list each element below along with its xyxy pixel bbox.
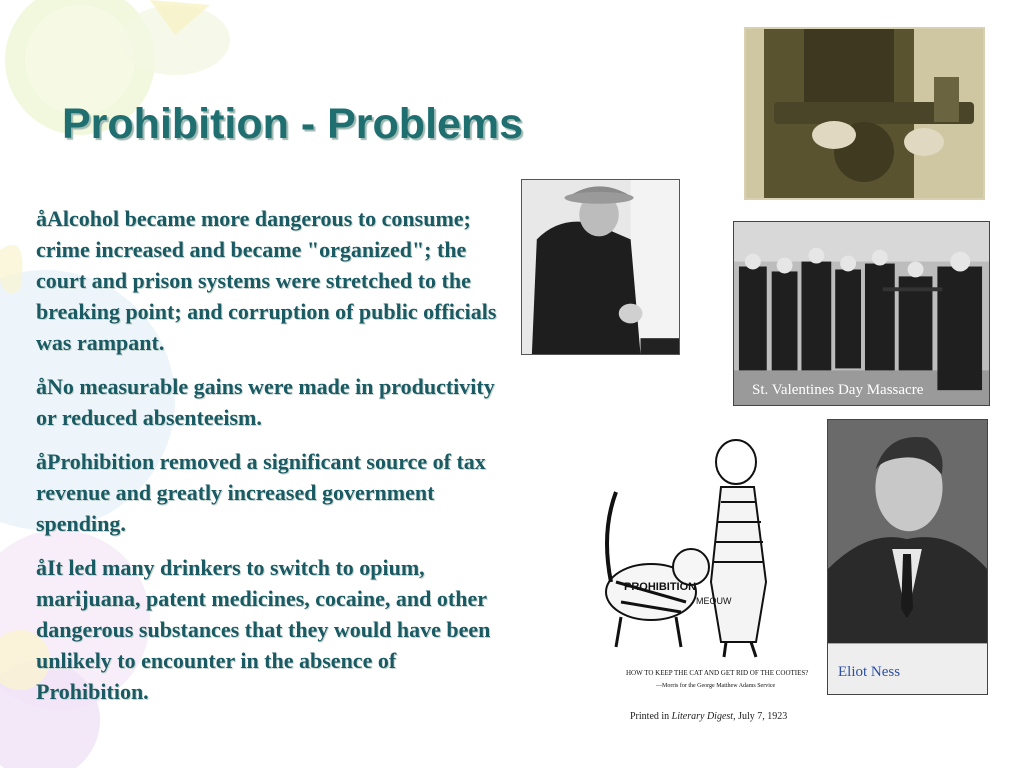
bullet-marker: å [36,449,47,474]
bullet-marker: å [36,206,47,231]
tommy-gun-photo [744,27,985,200]
printed-prefix: Printed in [630,711,672,722]
page-title: Prohibition - Problems [62,100,524,148]
eliot-ness-photo [827,419,988,695]
printed-date: , July 7, 1923 [733,711,788,722]
bullet-text: Prohibition removed a significant source of tax revenue and greatly increased government spending. [36,449,486,536]
cartoon-credit: —Morris for the George Matthew Adams Service [656,683,776,689]
bullet-list [36,203,506,720]
massacre-photo [733,221,990,406]
cartoon-cat-label: PROHIBITION [624,581,697,593]
bullet-text: It led many drinkers to switch to opium, marijuana, patent medicines, cocaine, and other dangerous substances that they would have been unlikely to encounter in the absence of Prohibition. [36,555,491,704]
bullet-item [36,552,506,707]
bullet-item [36,446,506,539]
bullet-text: No measurable gains were made in productivity or reduced absenteeism. [36,374,495,430]
bullet-marker: å [36,374,47,399]
bullet-marker: å [36,555,47,580]
printed-in-note [630,711,787,722]
massacre-caption: St. Valentines Day Massacre [752,382,924,398]
printed-source: Literary Digest [671,711,734,722]
prohibition-cartoon [596,432,818,704]
cartoon-caption: HOW TO KEEP THE CAT AND GET RID OF THE COOTIES? [626,669,809,677]
bullet-item [36,371,506,433]
bullet-item [36,203,506,358]
bullet-text: Alcohol became more dangerous to consume; crime increased and became "organized"; the court and prison systems were stretched to the breaking point; and corruption of public officials was rampant. [36,206,497,355]
cartoon-meow: MEOUW [696,596,732,606]
ness-caption: Eliot Ness [838,664,901,680]
capone-photo [521,179,680,355]
